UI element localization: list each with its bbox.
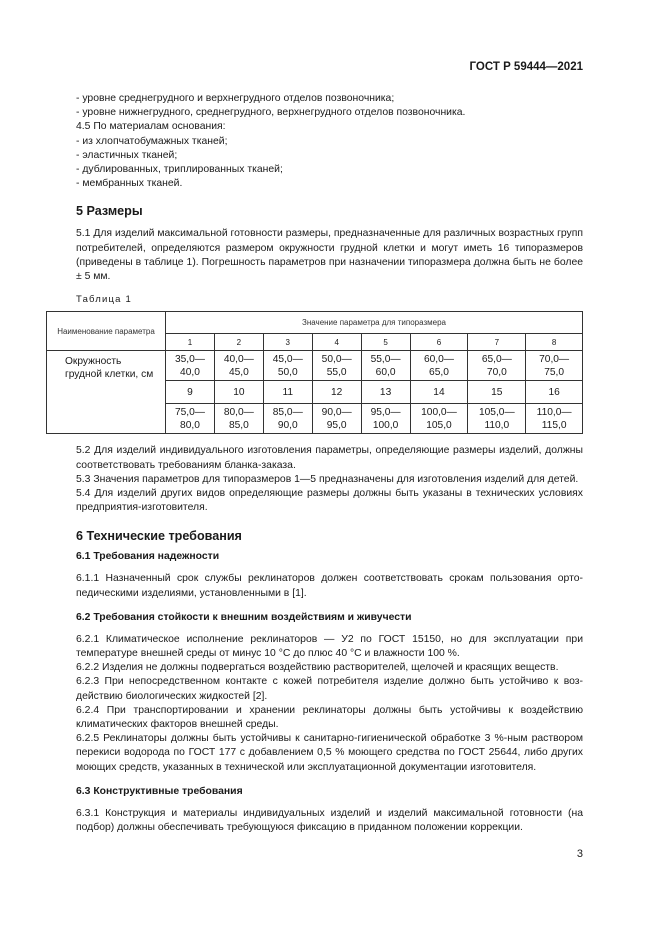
range-start: 35,0— bbox=[174, 353, 205, 365]
list-item: - уровне среднегрудного и верхнегрудного отделов позвоночника; bbox=[76, 93, 395, 104]
range-start: 65,0— bbox=[481, 353, 512, 365]
range-start: 40,0— bbox=[223, 353, 254, 365]
range-end: 100,0 bbox=[372, 419, 399, 431]
table-name-header: Наименование параметра bbox=[47, 312, 166, 351]
range-end: 115,0 bbox=[541, 419, 567, 431]
range-end: 75,0 bbox=[544, 366, 565, 378]
paragraph-6-1-1: 6.1.1 Назначенный срок службы реклинаторов должен соответствовать срокам пользования ортопедическими изделиями, установленными в [1]. bbox=[76, 573, 583, 599]
page-number: 3 bbox=[576, 848, 583, 860]
range-end: 80,0 bbox=[180, 419, 200, 431]
range-end: 50,0 bbox=[277, 366, 298, 378]
range-end: 110,0 bbox=[484, 419, 510, 431]
paragraph-5-4: 5.4 Для изделий других видов определяющие размеры должны быть указаны в технических условиях предприятия-изготовителя. bbox=[76, 488, 583, 514]
table-1 bbox=[46, 311, 583, 434]
range-end: 70,0 bbox=[486, 366, 507, 378]
paragraph-6-2-5: 6.2.5 Реклинаторы должны быть устойчивы к санитарно-гигиенической обработке 3 %-ным раствором перекиси водорода по ГОСТ 177 с добавлением 0,5 % моющего средства по ГОСТ 25644, либо других моющих средств, указанных в технической или эксплуатационной документации изготовителя. bbox=[76, 733, 583, 773]
range-start: 110,0— bbox=[536, 406, 572, 418]
range-end: 55,0 bbox=[326, 366, 347, 378]
range-end: 105,0 bbox=[426, 419, 452, 431]
paragraph-5-3: 5.3 Значения параметров для типоразмеров 1—5 предназначены для изготовления изделий для детей. bbox=[76, 473, 579, 485]
range-start: 105,0— bbox=[478, 406, 515, 418]
range-end: 65,0 bbox=[429, 366, 449, 378]
range-start: 90,0— bbox=[321, 406, 352, 418]
table-value-cell bbox=[361, 404, 410, 434]
section-5-title: 5 Размеры bbox=[76, 204, 143, 219]
size-number-cell: 14 bbox=[410, 381, 468, 404]
range-end: 95,0 bbox=[326, 419, 347, 431]
table-value-cell bbox=[263, 351, 312, 381]
list-item: 4.5 По материалам основания: bbox=[76, 121, 226, 133]
paragraph-6-3-1: 6.3.1 Конструкция и материалы индивидуальных изделий и изделий максимальной готовности (на подбор) должны обеспечивать требующуюся фиксацию в приданном положении коррекции. bbox=[76, 807, 583, 834]
size-number-cell: 2 bbox=[214, 334, 263, 351]
size-number-cell: 3 bbox=[263, 334, 312, 351]
size-number-cell: 15 bbox=[468, 381, 526, 404]
table-group-header: Значение параметра для типоразмера bbox=[166, 312, 583, 334]
range-start: 70,0— bbox=[539, 353, 570, 365]
paragraph-6-2-1: 6.2.1 Климатическое исполнение реклинаторов — У2 по ГОСТ 15150, но для эксплуатации при температуре внешней среды от минус 10 °С до плюс 40 °С и влажности 100 %. bbox=[76, 633, 583, 660]
table-value-cell bbox=[526, 404, 583, 434]
size-number-cell: 11 bbox=[263, 381, 312, 404]
table-value-cell bbox=[361, 351, 410, 381]
range-end: 85,0 bbox=[228, 419, 249, 431]
size-number-cell: 5 bbox=[361, 334, 410, 351]
list-item: - дублированных, триплированных тканей; bbox=[76, 164, 283, 176]
table-value-cell bbox=[312, 404, 361, 434]
list-item: - уровне нижнегрудного, среднегрудного, верхнегрудного отделов позвоночника. bbox=[76, 107, 466, 119]
size-number-cell: 10 bbox=[214, 381, 263, 404]
paragraph-6-2-2: 6.2.2 Изделия не должны подвергаться воздействию растворителей, щелочей и красящих веществ. bbox=[76, 662, 559, 674]
range-start: 50,0— bbox=[321, 353, 352, 365]
size-number-cell: 9 bbox=[166, 381, 215, 404]
range-start: 100,0— bbox=[421, 406, 457, 418]
table-value-cell bbox=[214, 404, 263, 434]
paragraph-5-2: 5.2 Для изделий индивидуального изготовления параметры, определяющие размеры изделий, должны соответствовать требованиям бланка-заказа. bbox=[76, 445, 583, 471]
range-start: 60,0— bbox=[423, 353, 454, 365]
parameter-name: Окружность грудной клетки, см bbox=[47, 351, 166, 434]
page-content bbox=[57, 92, 583, 835]
paragraph-6-2-3: 6.2.3 При непосредственном контакте с кожей потребителя изделие должно быть устойчиво к воздействию биологических жидкостей [2]. bbox=[76, 676, 583, 702]
table-value-cell bbox=[166, 404, 215, 434]
table-value-cell bbox=[410, 351, 468, 381]
size-number-cell: 1 bbox=[166, 334, 215, 351]
table-value-cell bbox=[312, 351, 361, 381]
size-number-cell: 7 bbox=[468, 334, 526, 351]
size-number-cell: 8 bbox=[526, 334, 583, 351]
section-6-title: 6 Технические требования bbox=[76, 529, 242, 544]
subsection-6-2-title: 6.2 Требования стойкости к внешним воздействиям и живучести bbox=[76, 611, 412, 623]
size-number-cell: 12 bbox=[312, 381, 361, 404]
range-end: 40,0 bbox=[180, 366, 200, 378]
standard-number: ГОСТ Р 59444—2021 bbox=[469, 61, 583, 73]
range-end: 90,0 bbox=[277, 419, 298, 431]
range-start: 85,0— bbox=[272, 406, 303, 418]
range-start: 75,0— bbox=[174, 406, 205, 418]
size-number-cell: 16 bbox=[526, 381, 583, 404]
subsection-6-1-title: 6.1 Требования надежности bbox=[76, 551, 220, 563]
range-start: 80,0— bbox=[223, 406, 254, 418]
table-value-cell bbox=[214, 351, 263, 381]
table-value-cell bbox=[468, 351, 526, 381]
range-start: 45,0— bbox=[272, 353, 303, 365]
list-item: - из хлопчатобумажных тканей; bbox=[76, 135, 228, 147]
size-number-cell: 6 bbox=[410, 334, 468, 351]
range-start: 95,0— bbox=[370, 406, 401, 418]
table-value-cell bbox=[410, 404, 468, 434]
subsection-6-3-title: 6.3 Конструктивные требования bbox=[76, 785, 243, 797]
table-value-cell bbox=[166, 351, 215, 381]
table-value-cell bbox=[526, 351, 583, 381]
list-item: - эластичных тканей; bbox=[76, 149, 178, 161]
range-end: 45,0 bbox=[228, 366, 249, 378]
list-item: - мембранных тканей. bbox=[76, 178, 183, 190]
size-number-cell: 13 bbox=[361, 381, 410, 404]
table-value-cell bbox=[468, 404, 526, 434]
range-start: 55,0— bbox=[370, 353, 401, 365]
size-number-cell: 4 bbox=[312, 334, 361, 351]
paragraph-5-1: 5.1 Для изделий максимальной готовности размеры, предназначенные для различных возрастных групп потребителей, определяются размером окружности грудной клетки и могут иметь 16 типоразмеров (приведены в таблице 1). Погрешность параметров при назначении типоразмера должна быть не более ± 5 мм. bbox=[76, 228, 583, 283]
paragraph-6-2-4: 6.2.4 При транспортировании и хранении реклинаторы должны быть устойчивы к воздействию климатических факторов внешней среды. bbox=[76, 704, 583, 731]
table-caption: Таблица 1 bbox=[76, 294, 132, 306]
table-value-cell bbox=[263, 404, 312, 434]
range-end: 60,0 bbox=[375, 366, 396, 378]
